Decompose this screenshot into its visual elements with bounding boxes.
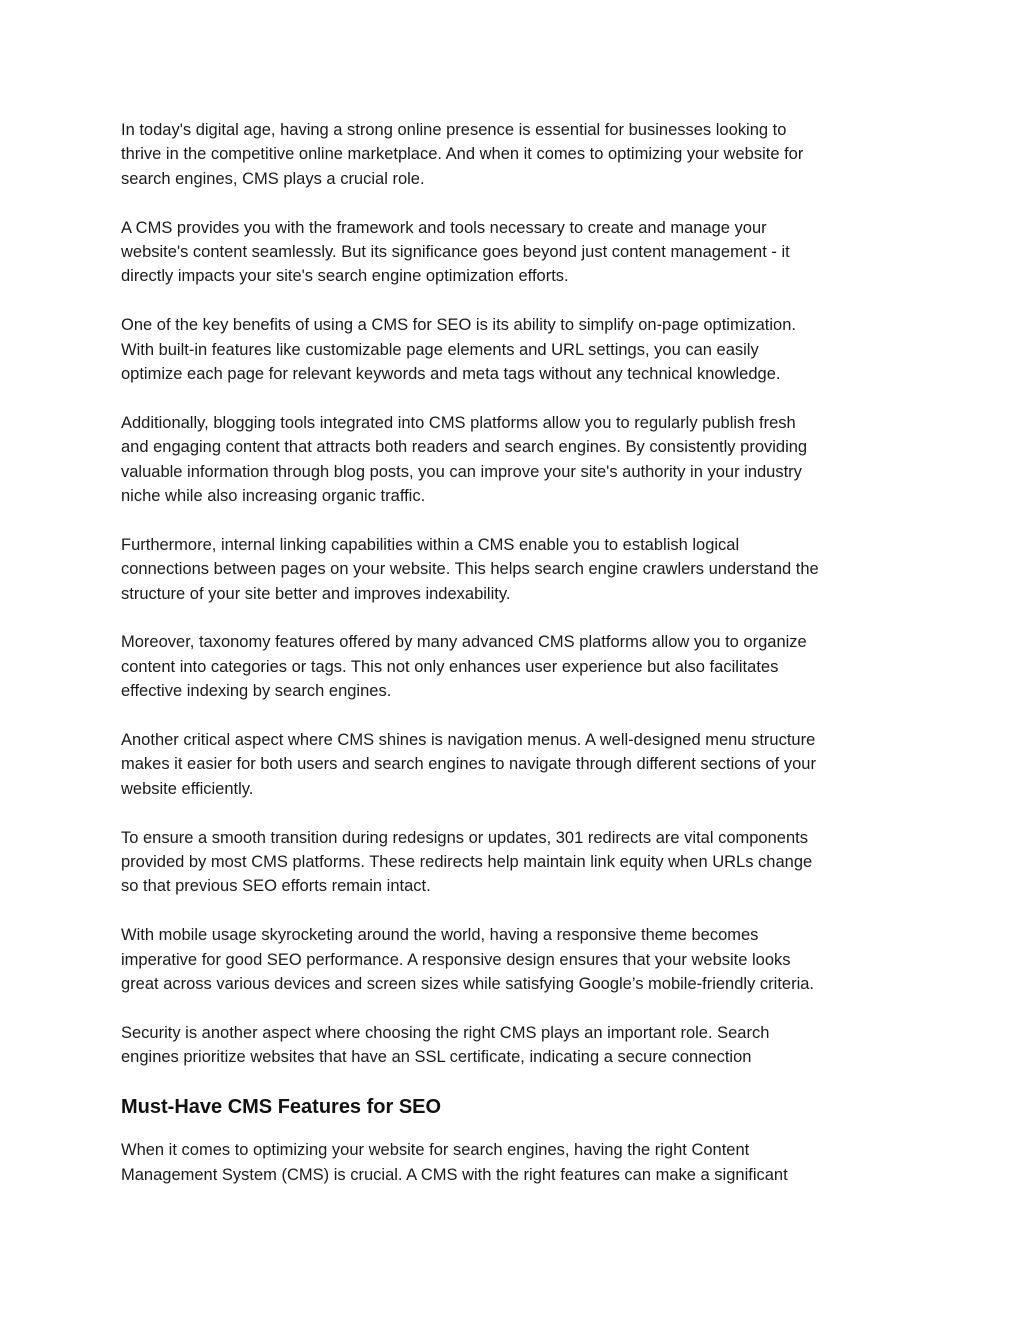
paragraph-must-have-features: When it comes to optimizing your website for search engines, having the right Content Management System (CMS) is crucial. A CMS with the right features can make a significant <box>121 1141 788 1184</box>
paragraph-responsive-theme: With mobile usage skyrocketing around the world, having a responsive theme becomes imperative for good SEO performance. A responsive design ensures that your website looks great across various devices and screen sizes while satisfying Google’s mobile-friendly criteria. <box>121 926 814 994</box>
paragraph-cms-framework: A CMS provides you with the framework and tools necessary to create and manage your website's content seamlessly. But its significance goes beyond just content management - it directly impacts your site's search engine optimization efforts. <box>121 218 790 286</box>
paragraph-blogging-tools: Additionally, blogging tools integrated into CMS platforms allow you to regularly publish fresh and engaging content that attracts both readers and search engines. By consistently providing valuable information through blog posts, you can improve your site's authority in your industry niche while also increasing organic traffic. <box>121 413 808 506</box>
paragraph-on-page-optimization: One of the key benefits of using a CMS for SEO is its ability to simplify on-page optimization. With built-in features like customizable page elements and URL settings, you can easily optimize each page for relevant keywords and meta tags without any technical knowledge. <box>121 316 796 384</box>
paragraph-internal-linking: Furthermore, internal linking capabilities within a CMS enable you to establish logical connections between pages on your website. This helps search engine crawlers understand the structure of your site better and improves indexability. <box>121 535 819 603</box>
paragraph-navigation-menus: Another critical aspect where CMS shines is navigation menus. A well-designed menu structure makes it easier for both users and search engines to navigate through different sections of your website efficiently. <box>121 731 816 798</box>
paragraph-taxonomy: Moreover, taxonomy features offered by many advanced CMS platforms allow you to organize content into categories or tags. This not only enhances user experience but also facilitates effective indexing by search engines. <box>121 633 807 701</box>
paragraph-301-redirects: To ensure a smooth transition during redesigns or updates, 301 redirects are vital components provided by most CMS platforms. These redirects help maintain link equity when URLs change so that previous SEO efforts remain intact. <box>121 828 813 896</box>
paragraph-intro: In today's digital age, having a strong online presence is essential for businesses looking to thrive in the competitive online marketplace. And when it comes to optimizing your website for search engines, CMS plays a crucial role. <box>121 121 804 188</box>
section-heading: Must-Have CMS Features for SEO <box>121 1096 442 1119</box>
paragraph-security: Security is another aspect where choosing the right CMS plays an important role. Search engines prioritize websites that have an SSL certificate, indicating a secure connection <box>121 1023 770 1067</box>
document-page <box>121 118 911 1211</box>
